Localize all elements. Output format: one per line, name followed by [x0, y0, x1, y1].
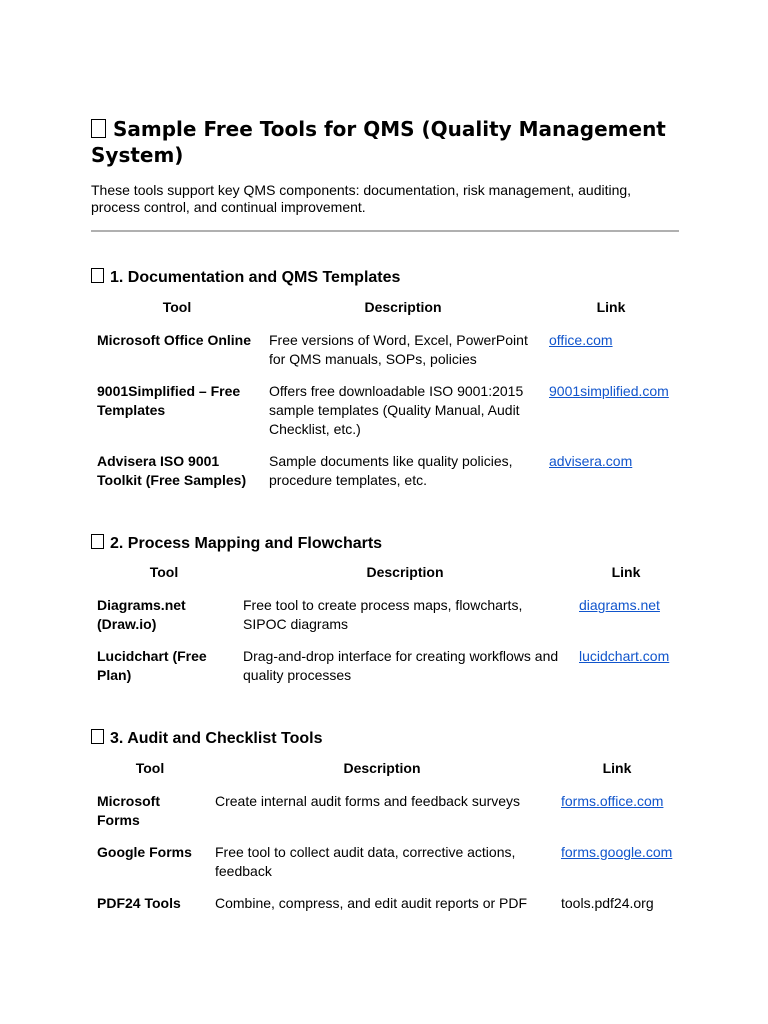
- column-header-tool: Tool: [149, 564, 179, 580]
- tool-link[interactable]: advisera.com: [549, 453, 633, 469]
- tool-description: Free versions of Word, Excel, PowerPoint for QMS manuals, SOPs, policies: [269, 332, 528, 367]
- tool-link-text: tools.pdf24.org: [561, 895, 654, 911]
- horizontal-rule: [91, 230, 679, 232]
- tool-name: Diagrams.net (Draw.io): [97, 597, 186, 632]
- process-mapping-tools-table: [91, 563, 679, 685]
- section-heading-documentation: [91, 268, 400, 288]
- tool-description: Free tool to create process maps, flowcharts, SIPOC diagrams: [243, 597, 523, 632]
- table-row: [91, 452, 679, 490]
- table-row: [91, 382, 679, 439]
- tool-name: Lucidchart (Free Plan): [97, 648, 207, 683]
- tool-description: Drag-and-drop interface for creating workflows and quality processes: [243, 648, 559, 683]
- missing-glyph-icon: [91, 119, 106, 138]
- table-row: [91, 596, 679, 634]
- tool-link[interactable]: 9001simplified.com: [549, 383, 669, 399]
- section-heading-audit: [91, 729, 322, 749]
- column-header-tool: Tool: [135, 760, 165, 776]
- column-header-link: Link: [611, 564, 641, 580]
- tool-description: Sample documents like quality policies, procedure templates, etc.: [269, 453, 513, 488]
- column-header-link: Link: [602, 760, 632, 776]
- tool-link[interactable]: office.com: [549, 332, 613, 348]
- column-header-link: Link: [596, 299, 626, 315]
- table-row: [91, 331, 679, 369]
- tool-name: Google Forms: [97, 844, 192, 860]
- audit-tools-table: [91, 759, 679, 913]
- tool-link[interactable]: lucidchart.com: [579, 648, 670, 664]
- column-header-description: Description: [343, 760, 421, 776]
- tool-description: Combine, compress, and edit audit reports or PDF: [215, 895, 528, 911]
- table-row: [91, 647, 679, 685]
- documentation-tools-table: [91, 298, 679, 490]
- page-title: [91, 116, 679, 168]
- table-header-row: [91, 563, 679, 582]
- section-heading-text: 1. Documentation and QMS Templates: [110, 269, 401, 286]
- missing-glyph-icon: [91, 729, 104, 744]
- tool-name: Microsoft Office Online: [97, 332, 252, 348]
- missing-glyph-icon: [91, 534, 104, 549]
- tool-name: Microsoft Forms: [97, 793, 160, 828]
- tool-link[interactable]: diagrams.net: [579, 597, 660, 613]
- page-title-text: Sample Free Tools for QMS (Quality Management System): [91, 117, 666, 167]
- tool-name: 9001Simplified – Free Templates: [97, 383, 241, 418]
- table-header-row: [91, 298, 679, 317]
- table-row: [91, 792, 679, 830]
- missing-glyph-icon: [91, 268, 104, 283]
- tool-description: Free tool to collect audit data, corrective actions, feedback: [215, 844, 516, 879]
- table-row: [91, 843, 679, 881]
- tool-name: Advisera ISO 9001 Toolkit (Free Samples): [97, 453, 247, 488]
- column-header-tool: Tool: [162, 299, 192, 315]
- tool-description: Create internal audit forms and feedback surveys: [215, 793, 521, 809]
- section-heading-text: 3. Audit and Checklist Tools: [110, 730, 323, 747]
- tool-name: PDF24 Tools: [97, 895, 181, 911]
- table-header-row: [91, 759, 679, 778]
- tool-link[interactable]: forms.office.com: [561, 793, 664, 809]
- intro-paragraph: These tools support key QMS components: documentation, risk management, auditing, process control, and continual improvement.: [91, 182, 632, 215]
- table-row: [91, 894, 679, 913]
- tool-description: Offers free downloadable ISO 9001:2015 sample templates (Quality Manual, Audit Checklist, etc.): [269, 383, 524, 437]
- section-heading-text: 2. Process Mapping and Flowcharts: [110, 535, 383, 552]
- column-header-description: Description: [364, 299, 442, 315]
- column-header-description: Description: [366, 564, 444, 580]
- tool-link[interactable]: forms.google.com: [561, 844, 673, 860]
- section-heading-process-mapping: [91, 534, 382, 554]
